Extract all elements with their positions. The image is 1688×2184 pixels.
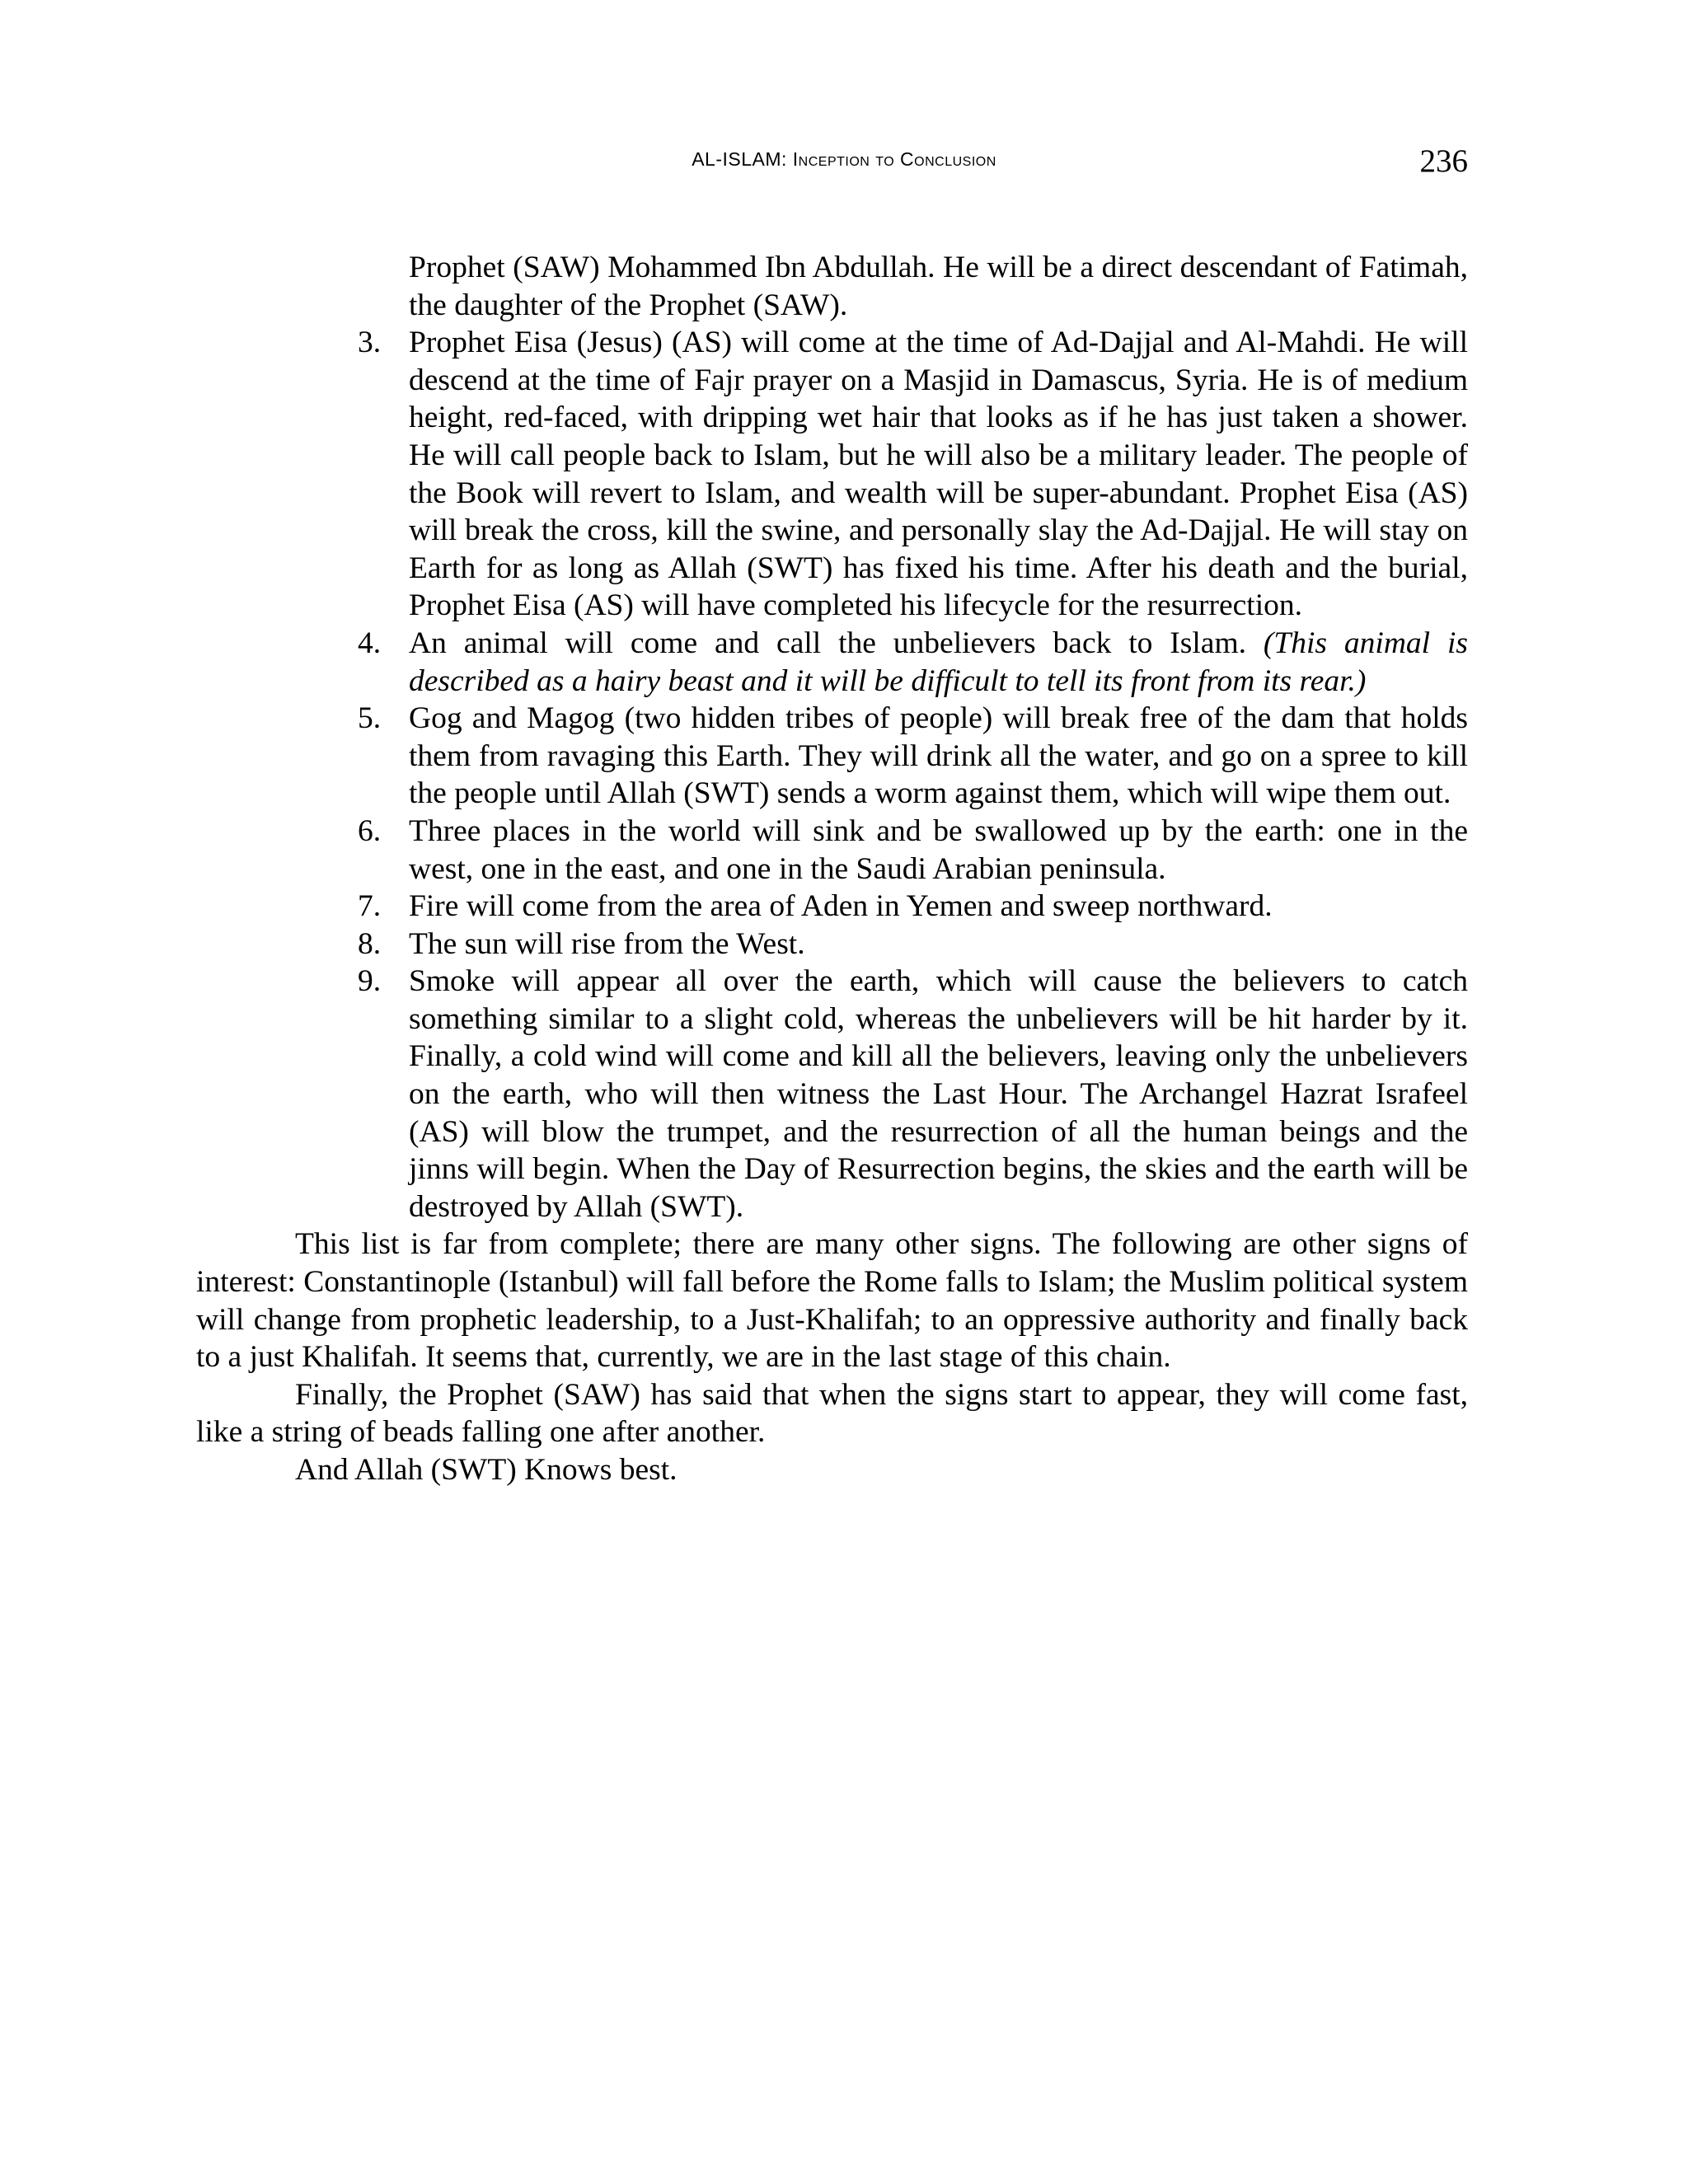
- signs-list: [196, 324, 1468, 1226]
- list-item-number: 3.: [358, 326, 382, 360]
- list-item-italic-note: (This animal is described as a hairy beast and it will be difficult to tell its front from its rear.): [409, 626, 1468, 698]
- list-item-number: 7.: [358, 889, 382, 924]
- list-item-number: 9.: [358, 964, 382, 999]
- list-item-number: 8.: [358, 926, 382, 961]
- list-item-number: 6.: [358, 813, 382, 848]
- body-paragraph: This list is far from complete; there are many other signs. The following are other signs of interest: Constantinople (Istanbul) will fall before the Rome falls to Islam; the Muslim political system will change from prophetic leadership, to a Just-Khalifah; to an oppressive authority and finally back to a just Khalifah. It seems that, currently, we are in the last stage of this chain.: [196, 1227, 1468, 1375]
- continued-list-item-text: Prophet (SAW) Mohammed Ibn Abdullah. He will be a direct descendant of Fatimah, the daughter of the Prophet (SAW).: [409, 251, 1468, 322]
- list-item-text: Fire will come from the area of Aden in Yemen and sweep northward.: [409, 889, 1273, 924]
- list-item-text: Three places in the world will sink and be swallowed up by the earth: one in the west, one in the east, and one in the Saudi Arabian peninsula.: [409, 813, 1468, 886]
- list-item: [358, 324, 1468, 625]
- running-title: AL-ISLAM: Inception to Conclusion: [692, 148, 996, 170]
- list-item-text: Prophet Eisa (Jesus) (AS) will come at the time of Ad-Dajjal and Al-Mahdi. He will descend at the time of Fajr prayer on a Masjid in Damascus, Syria. He is of medium height, red-faced, with dripping wet hair that looks as if he has just taken a shower. He will call people back to Islam, but he will also be a military leader. The people of the Book will revert to Islam, and wealth will be super-abundant. Prophet Eisa (AS) will break the cross, kill the swine, and personally slay the Ad-Dajjal. He will stay on Earth for as long as Allah (SWT) has fixed his time. After his death and the burial, Prophet Eisa (AS) will have completed his lifecycle for the resurrection.: [409, 326, 1468, 623]
- closing-line: And Allah (SWT) Knows best.: [295, 1453, 678, 1487]
- list-item-text: Smoke will appear all over the earth, which will cause the believers to catch something similar to a slight cold, whereas the unbelievers will be hit harder by it. Finally, a cold wind will come and kill all the believers, leaving only the unbelievers on the earth, who will then witness the Last Hour. The Archangel Hazrat Israfeel (AS) will blow the trumpet, and the resurrection of all the human beings and the jinns will begin. When the Day of Resurrection begins, the skies and the earth will be destroyed by Allah (SWT).: [409, 964, 1468, 1224]
- list-item-text: Gog and Magog (two hidden tribes of people) will break free of the dam that holds them from ravaging this Earth. They will drink all the water, and go on a spree to kill the people until Allah (SWT) sends a worm against them, which will wipe them out.: [409, 701, 1468, 811]
- list-item-number: 5.: [358, 701, 382, 736]
- body-text: [196, 249, 1468, 1489]
- list-item-text: The sun will rise from the West.: [409, 926, 805, 961]
- list-item: [358, 963, 1468, 1226]
- list-item: [358, 926, 1468, 963]
- list-item: [358, 700, 1468, 813]
- list-item: [358, 813, 1468, 888]
- body-paragraph: Finally, the Prophet (SAW) has said that when the signs start to appear, they will come fast, like a string of beads falling one after another.: [196, 1377, 1468, 1450]
- list-item: [358, 625, 1468, 700]
- list-item: [358, 888, 1468, 926]
- page-number: 236: [1419, 143, 1468, 179]
- running-header: [0, 145, 1688, 186]
- list-item-number: 4.: [358, 626, 382, 660]
- list-item-text: An animal will come and call the unbelievers back to Islam.: [409, 626, 1264, 660]
